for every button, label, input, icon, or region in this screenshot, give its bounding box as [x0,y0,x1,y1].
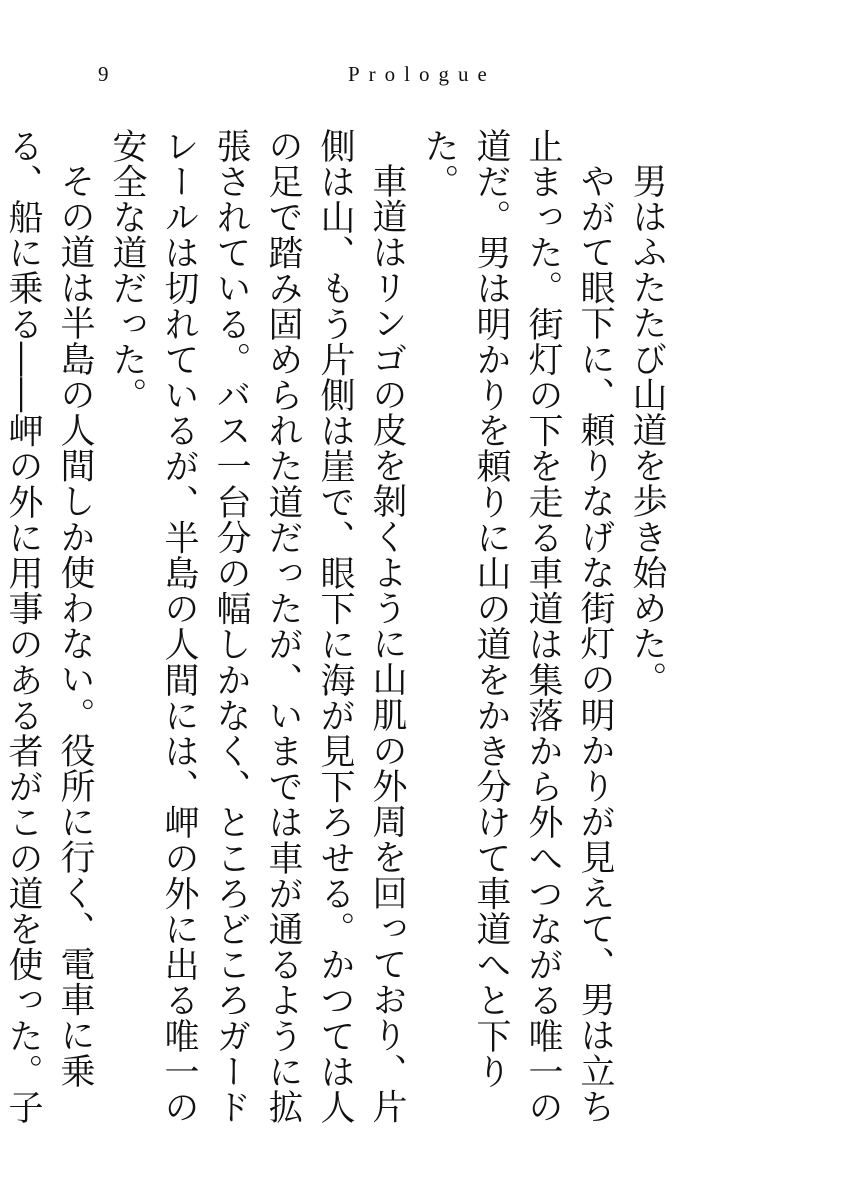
running-title: Prologue [348,62,496,86]
paragraph: 車道はリンゴの皮を剝くように山肌の外周を回っており、片側は山、もう片側は崖で、眼下に海が見下ろせる。かつては人の足で踏み固められた道だったが、いまでは車が通るように拡張されている。バス一台分の幅しかなく、ところどころガードレールは切れているが、半島の人間には、岬の外に出る唯一の安全な道だった。 [107,128,407,1125]
paragraph: 男はふたたび山道を歩き始めた。 [627,163,667,697]
body-text [0,128,673,1128]
page-number: 9 [98,62,109,86]
paragraph: その道は半島の人間しか使わない。役所に行く、電車に乗る、船に乗る――岬の外に用事のある者がこの道を使った。子 [3,128,95,1125]
page-header [0,62,841,102]
paragraph: やがて眼下に、頼りなげな街灯の明かりが見えて、男は立ち止まった。街灯の下を走る車道は集落から外へつながる唯一の道だ。男は明かりを頼りに山の道をかき分けて車道へと下りた。 [419,128,615,1125]
